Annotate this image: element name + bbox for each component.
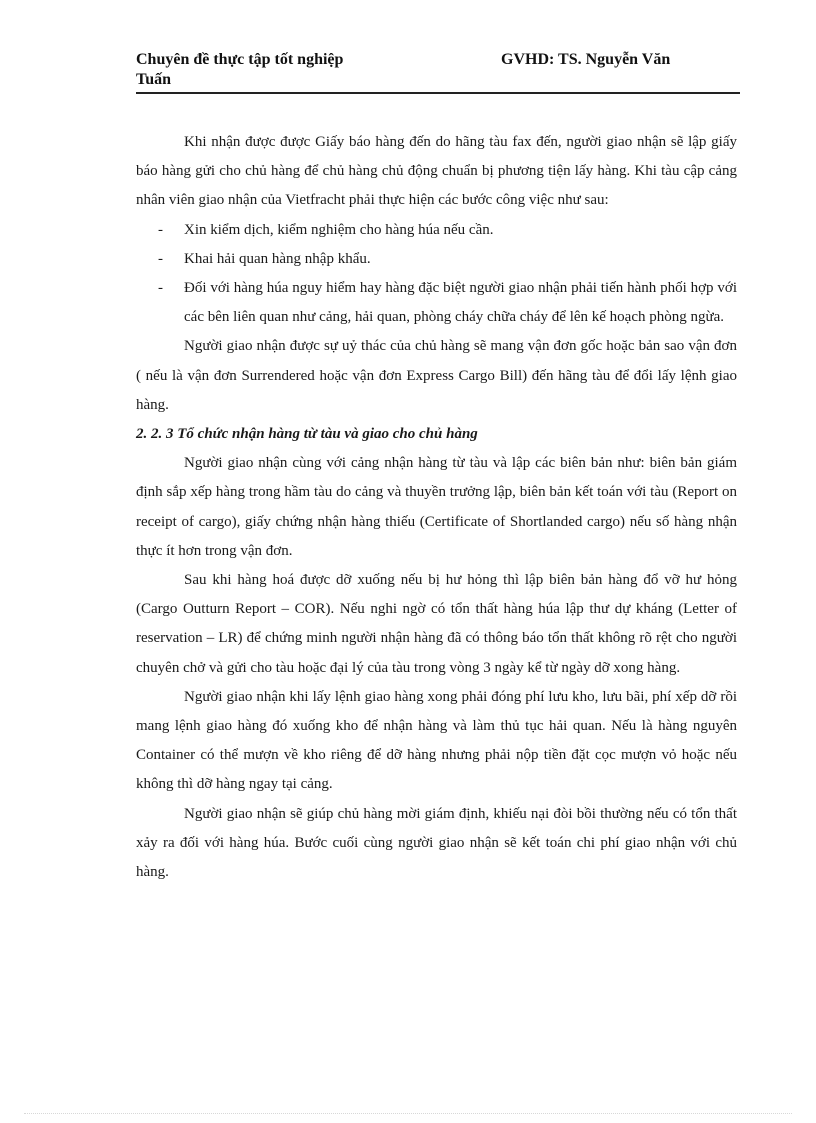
- page-bottom-border: [24, 1113, 792, 1114]
- paragraph-2: Người giao nhận được sự uỷ thác của chủ hàng sẽ mang vận đơn gốc hoặc bản sao vận đơn ( nếu là vận đơn Surrendered hoặc vận đơn Express Cargo Bill) đến hãng tàu để đổi lấy lệnh giao hàng.: [136, 338, 737, 413]
- dash-bullet: -: [158, 280, 163, 297]
- dash-list: [136, 216, 737, 333]
- page-body: [136, 128, 737, 887]
- paragraph-6: Người giao nhận sẽ giúp chủ hàng mời giám định, khiếu nại đòi bồi thường nếu có tổn thất xảy ra đối với hàng húa. Bước cuối cùng người giao nhận sẽ kết toán chi phí giao nhận với chủ hàng.: [136, 805, 737, 881]
- header-divider: [136, 92, 740, 94]
- header-supervisor-continuation: Tuấn: [136, 71, 171, 88]
- section-heading: 2. 2. 3 Tổ chức nhận hàng từ tàu và giao cho chủ hàng: [136, 426, 478, 443]
- paragraph-5: Người giao nhận khi lấy lệnh giao hàng xong phải đóng phí lưu kho, lưu bãi, phí xếp dỡ rồi mang lệnh giao hàng đó xuống kho để nhận hàng và làm thủ tục hải quan. Nếu là hàng nguyên Container có thể mượn về kho riêng để dỡ hàng nhưng phải nộp tiền đặt cọc mượn vỏ hoặc nếu không thì dỡ hàng ngay tại cảng.: [136, 688, 737, 793]
- header-supervisor: GVHD: TS. Nguyễn Văn: [501, 51, 671, 68]
- dash-bullet: -: [158, 221, 163, 238]
- paragraph-1: Khi nhận được được Giấy báo hàng đến do hãng tàu fax đến, người giao nhận sẽ lập giấy báo hàng gửi cho chủ hàng để chủ hàng chủ động chuẩn bị phương tiện lấy hàng. Khi tàu cập cảng nhân viên giao nhận của Vietfracht phải thực hiện các bước công việc như sau:: [136, 134, 737, 209]
- dash-bullet: -: [158, 250, 163, 267]
- list-item-text: Khai hải quan hàng nhập khẩu.: [184, 250, 371, 267]
- list-item: [136, 274, 737, 332]
- list-item-text: Đối với hàng húa nguy hiểm hay hàng đặc biệt người giao nhận phải tiến hành phối hợp với các bên liên quan như cảng, hải quan, phòng cháy chữa cháy để lên kế hoạch phòng ngừa.: [184, 280, 737, 326]
- list-item-text: Xin kiểm dịch, kiểm nghiệm cho hàng húa nếu cần.: [184, 221, 494, 238]
- paragraph-3: Người giao nhận cùng với cảng nhận hàng từ tàu và lập các biên bản như: biên bản giám định sắp xếp hàng trong hầm tàu do cảng và thuyền trưởng lập, biên bản kết toán với tàu (Report on receipt of cargo), giấy chứng nhận hàng thiếu (Certificate of Shortlanded cargo) nếu số hàng nhận thực ít hơn trong vận đơn.: [136, 455, 737, 559]
- list-item: [136, 245, 737, 274]
- paragraph-4: Sau khi hàng hoá được dỡ xuống nếu bị hư hỏng thì lập biên bản hàng đổ vỡ hư hỏng (Cargo Outturn Report – COR). Nếu nghi ngờ có tổn thất hàng húa lập thư dự kháng (Letter of reservation – LR) để chứng minh người nhận hàng đã có thông báo tổn thất không rõ rệt cho người chuyên chở và gửi cho tàu hoặc đại lý của tàu trong vòng 3 ngày kể từ ngày dỡ xong hàng.: [136, 572, 737, 676]
- header-document-title: Chuyên đề thực tập tốt nghiệp: [136, 51, 344, 68]
- list-item: [136, 216, 737, 245]
